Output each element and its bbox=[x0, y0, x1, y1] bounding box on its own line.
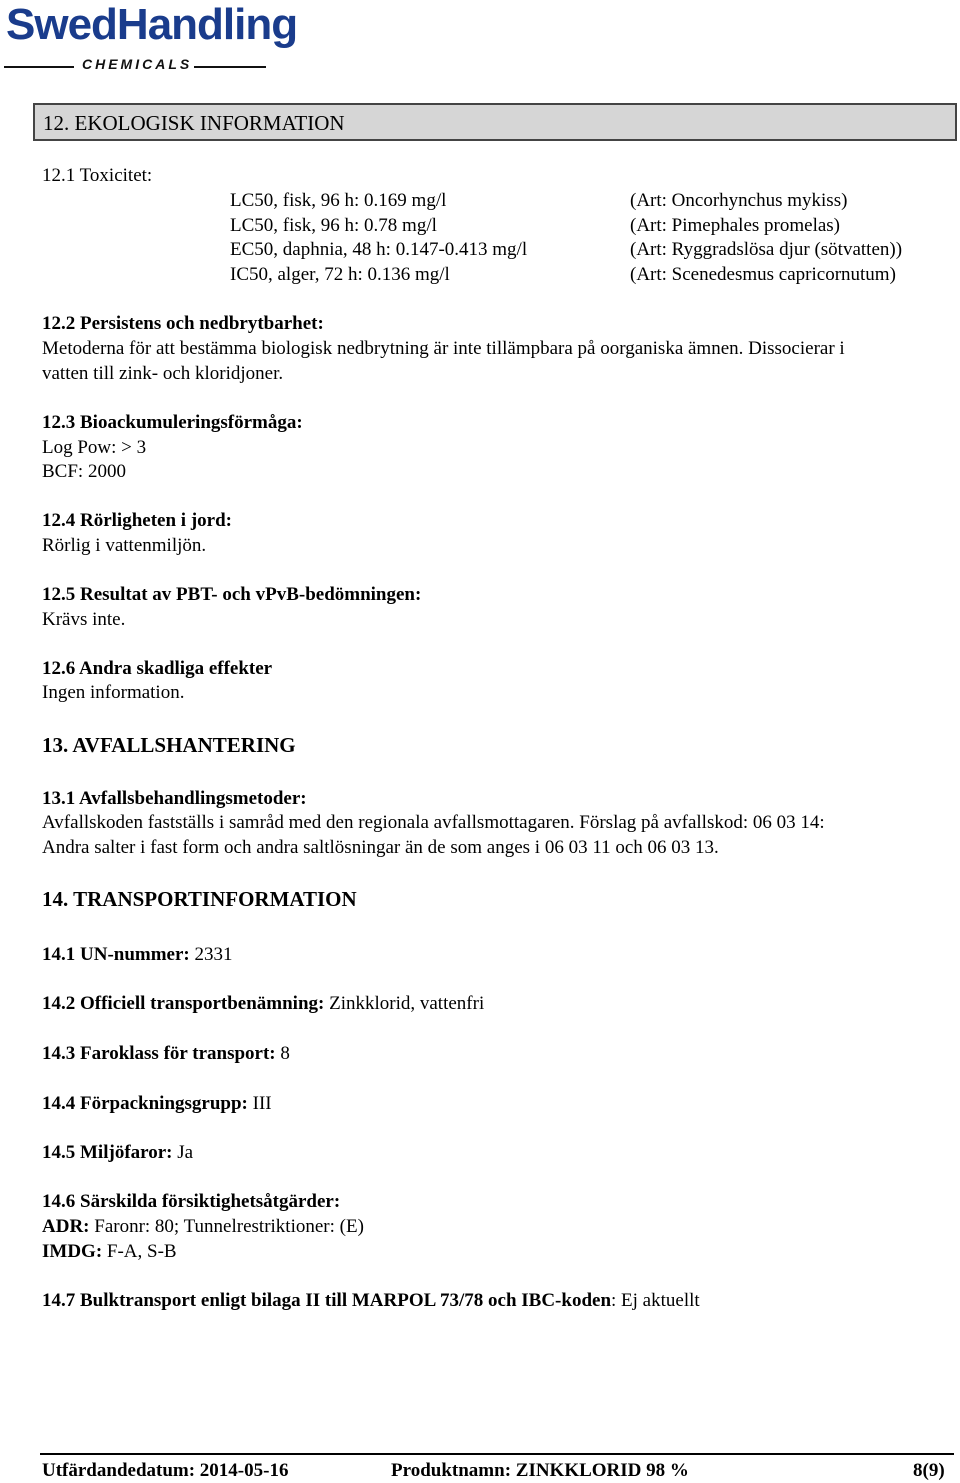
persistence-heading: 12.2 Persistens och nedbrytbarhet: bbox=[42, 313, 324, 334]
issue-date-value: : 2014-05-16 bbox=[188, 1460, 289, 1481]
persistence-text-1: Metoderna för att bestämma biologisk nedbrytning är inte tillämpbara på oorganiska ämnen. Dissocierar i bbox=[42, 338, 845, 359]
hazard-class-label: 14.3 Faroklass för transport: bbox=[42, 1043, 276, 1064]
imdg-row bbox=[42, 1242, 177, 1261]
section-12-title: 12. EKOLOGISK INFORMATION bbox=[43, 111, 345, 135]
section-14-title: 14. TRANSPORTINFORMATION bbox=[42, 887, 357, 911]
env-hazard-label: 14.5 Miljöfaror: bbox=[42, 1142, 173, 1163]
tox-value-4: IC50, alger, 72 h: 0.136 mg/l bbox=[230, 264, 450, 285]
product-name-value: : ZINKKLORID 98 % bbox=[504, 1460, 689, 1481]
tox-species-1: (Art: Oncorhynchus mykiss) bbox=[630, 190, 848, 211]
pbt-heading: 12.5 Resultat av PBT- och vPvB-bedömningen: bbox=[42, 584, 422, 605]
bulk-transport-value: : Ej aktuellt bbox=[611, 1290, 700, 1311]
footer-divider bbox=[40, 1453, 954, 1455]
bioaccumulation-heading: 12.3 Bioackumuleringsförmåga: bbox=[42, 412, 303, 433]
packing-group-row bbox=[42, 1094, 272, 1113]
bulk-transport-row bbox=[42, 1291, 700, 1310]
toxicity-heading: 12.1 Toxicitet: bbox=[42, 165, 153, 186]
tox-species-4: (Art: Scenedesmus capricornutum) bbox=[630, 264, 896, 285]
env-hazard-row bbox=[42, 1143, 193, 1162]
shipping-name-label: 14.2 Officiell transportbenämning: bbox=[42, 993, 325, 1014]
mobility-heading: 12.4 Rörligheten i jord: bbox=[42, 510, 232, 531]
imdg-label: IMDG: bbox=[42, 1241, 103, 1262]
logo-divider-left bbox=[4, 66, 74, 68]
other-effects-text: Ingen information. bbox=[42, 682, 185, 703]
waste-methods-text-2: Andra salter i fast form och andra saltlösningar än de som anges i 06 03 11 och 06 03 13. bbox=[42, 837, 719, 858]
shipping-name-value: Zinkklorid, vattenfri bbox=[324, 993, 485, 1014]
mobility-text: Rörlig i vattenmiljön. bbox=[42, 535, 207, 556]
waste-methods-heading: 13.1 Avfallsbehandlingsmetoder: bbox=[42, 788, 307, 809]
logo-brand-text: SwedHandling bbox=[6, 0, 298, 49]
precautions-heading: 14.6 Särskilda försiktighetsåtgärder: bbox=[42, 1191, 341, 1212]
un-number-row bbox=[42, 945, 233, 964]
tox-value-2: LC50, fisk, 96 h: 0.78 mg/l bbox=[230, 215, 437, 236]
packing-group-value: III bbox=[247, 1093, 272, 1114]
log-pow-text: Log Pow: > 3 bbox=[42, 437, 147, 458]
env-hazard-value: Ja bbox=[172, 1142, 194, 1163]
footer-issue-date bbox=[42, 1460, 288, 1482]
logo-subtitle: CHEMICALS bbox=[82, 56, 193, 72]
shipping-name-row bbox=[42, 994, 484, 1013]
issue-date-label: Utfärdandedatum bbox=[42, 1460, 189, 1481]
un-number-label: 14.1 UN-nummer: bbox=[42, 944, 190, 965]
footer-product-name bbox=[391, 1460, 689, 1482]
adr-value: Faronr: 80; Tunnelrestriktioner: (E) bbox=[89, 1216, 364, 1237]
company-logo bbox=[4, 0, 298, 76]
product-name-label: Produktnamn bbox=[391, 1460, 505, 1481]
packing-group-label: 14.4 Förpackningsgrupp: bbox=[42, 1093, 248, 1114]
un-number-value: 2331 bbox=[189, 944, 233, 965]
waste-methods-text-1: Avfallskoden fastställs i samråd med den regionala avfallsmottagaren. Förslag på avfallskod: 06 03 14: bbox=[42, 812, 825, 833]
adr-label: ADR: bbox=[42, 1216, 90, 1237]
persistence-text-2: vatten till zink- och kloridjoner. bbox=[42, 363, 284, 384]
page-number: 8(9) bbox=[913, 1460, 945, 1481]
pbt-text: Krävs inte. bbox=[42, 609, 126, 630]
tox-value-1: LC50, fisk, 96 h: 0.169 mg/l bbox=[230, 190, 447, 211]
section-12-banner bbox=[33, 103, 957, 141]
hazard-class-value: 8 bbox=[275, 1043, 290, 1064]
logo-divider-right bbox=[194, 66, 266, 68]
tox-species-3: (Art: Ryggradslösa djur (sötvatten)) bbox=[630, 239, 903, 260]
bcf-text: BCF: 2000 bbox=[42, 461, 126, 482]
other-effects-heading: 12.6 Andra skadliga effekter bbox=[42, 658, 273, 679]
tox-species-2: (Art: Pimephales promelas) bbox=[630, 215, 841, 236]
imdg-value: F-A, S-B bbox=[102, 1241, 177, 1262]
adr-row bbox=[42, 1217, 364, 1236]
hazard-class-row bbox=[42, 1044, 290, 1063]
tox-value-3: EC50, daphnia, 48 h: 0.147-0.413 mg/l bbox=[230, 239, 528, 260]
bulk-transport-label: 14.7 Bulktransport enligt bilaga II till MARPOL 73/78 och IBC-koden bbox=[42, 1290, 612, 1311]
section-13-title: 13. AVFALLSHANTERING bbox=[42, 733, 296, 757]
